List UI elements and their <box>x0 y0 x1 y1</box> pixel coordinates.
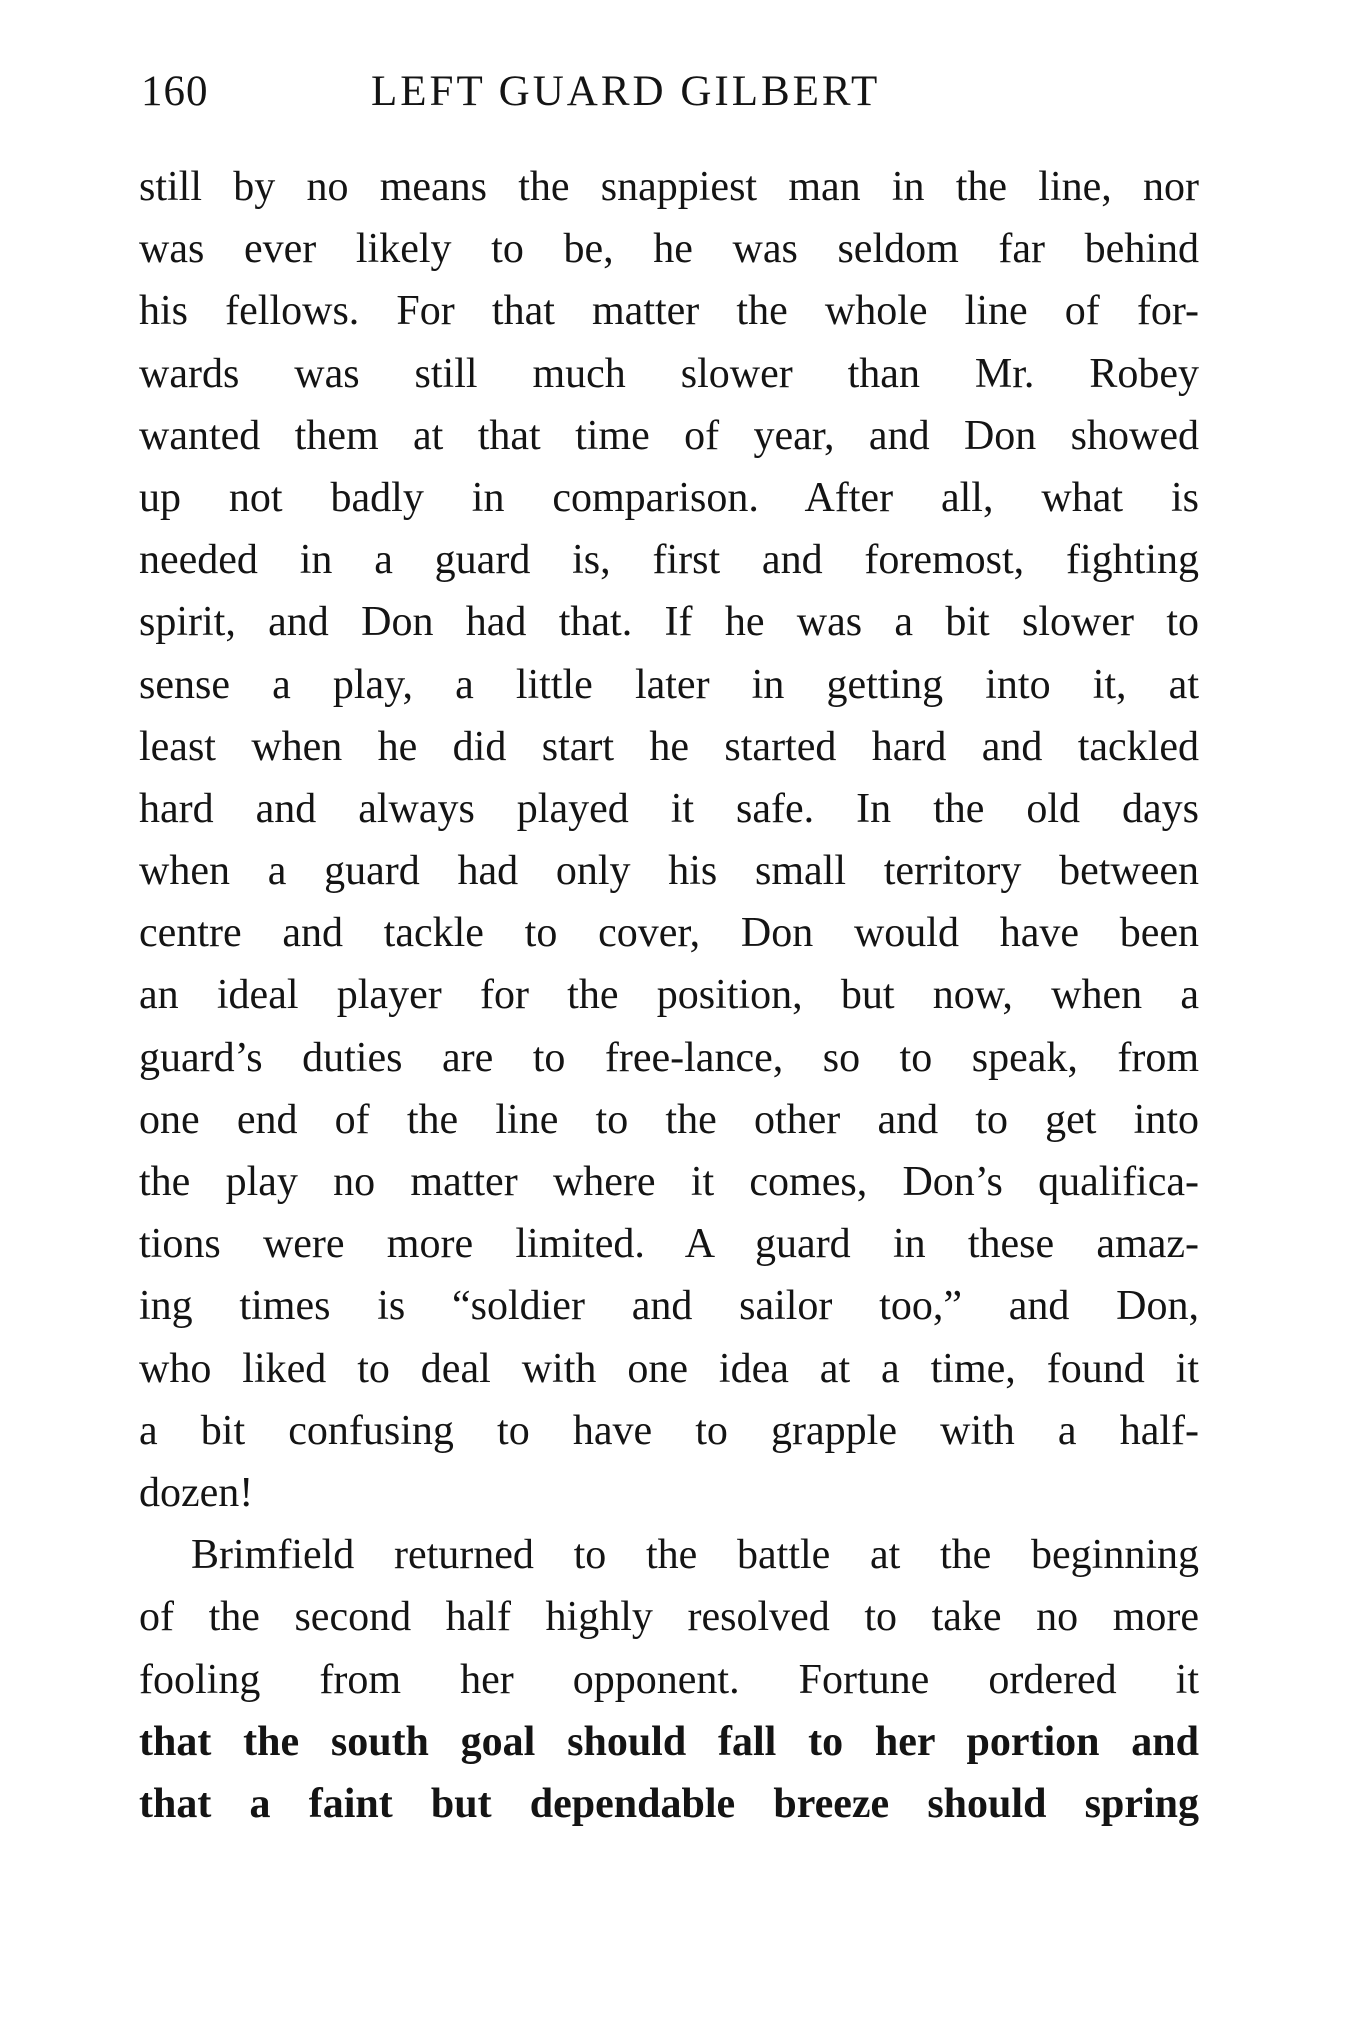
text-line: dozen! <box>139 1469 254 1516</box>
page-number: 160 <box>141 68 209 115</box>
text-line: least when he did start he started hard and tackled <box>139 723 1199 770</box>
text-line: up not badly in comparison. After all, what is <box>139 474 1199 521</box>
text-line: tions were more limited. A guard in these amaz- <box>139 1221 1199 1268</box>
paragraph <box>139 156 1199 1524</box>
running-title: LEFT GUARD GILBERT <box>371 68 881 115</box>
text-line: that the south goal should fall to her portion and <box>139 1718 1199 1765</box>
text-line: his fellows. For that matter the whole line of for- <box>139 288 1199 335</box>
text-line: ing times is “soldier and sailor too,” and Don, <box>139 1283 1199 1330</box>
text-line: still by no means the snappiest man in the line, nor <box>139 164 1199 210</box>
text-line: the play no matter where it comes, Don’s qualifica- <box>139 1159 1199 1205</box>
text-line: needed in a guard is, first and foremost, fighting <box>139 537 1199 584</box>
text-line: Brimfield returned to the battle at the beginning <box>191 1532 1199 1579</box>
text-line: spirit, and Don had that. If he was a bit slower to <box>139 599 1199 646</box>
paragraph <box>139 1524 1199 1835</box>
text-line: when a guard had only his small territory between <box>139 848 1199 895</box>
text-line: centre and tackle to cover, Don would have been <box>139 910 1199 957</box>
text-line: a bit confusing to have to grapple with a half- <box>139 1407 1199 1454</box>
body-text <box>139 156 1199 1835</box>
text-line: guard’s duties are to free-lance, so to speak, from <box>139 1034 1199 1081</box>
text-line: who liked to deal with one idea at a time, found it <box>139 1345 1199 1392</box>
text-line: wanted them at that time of year, and Don showed <box>139 412 1199 459</box>
text-line: an ideal player for the position, but now, when a <box>139 972 1199 1019</box>
running-head <box>141 66 1196 118</box>
text-line: one end of the line to the other and to get into <box>139 1096 1199 1143</box>
text-line: fooling from her opponent. Fortune ordered it <box>139 1656 1199 1703</box>
text-line: sense a play, a little later in getting into it, at <box>139 661 1199 708</box>
text-line: hard and always played it safe. In the old days <box>139 785 1199 832</box>
text-line: that a faint but dependable breeze should spring <box>139 1780 1199 1827</box>
text-line: was ever likely to be, he was seldom far behind <box>139 226 1199 273</box>
text-line: wards was still much slower than Mr. Robey <box>139 350 1199 397</box>
text-line: of the second half highly resolved to take no more <box>139 1594 1199 1641</box>
